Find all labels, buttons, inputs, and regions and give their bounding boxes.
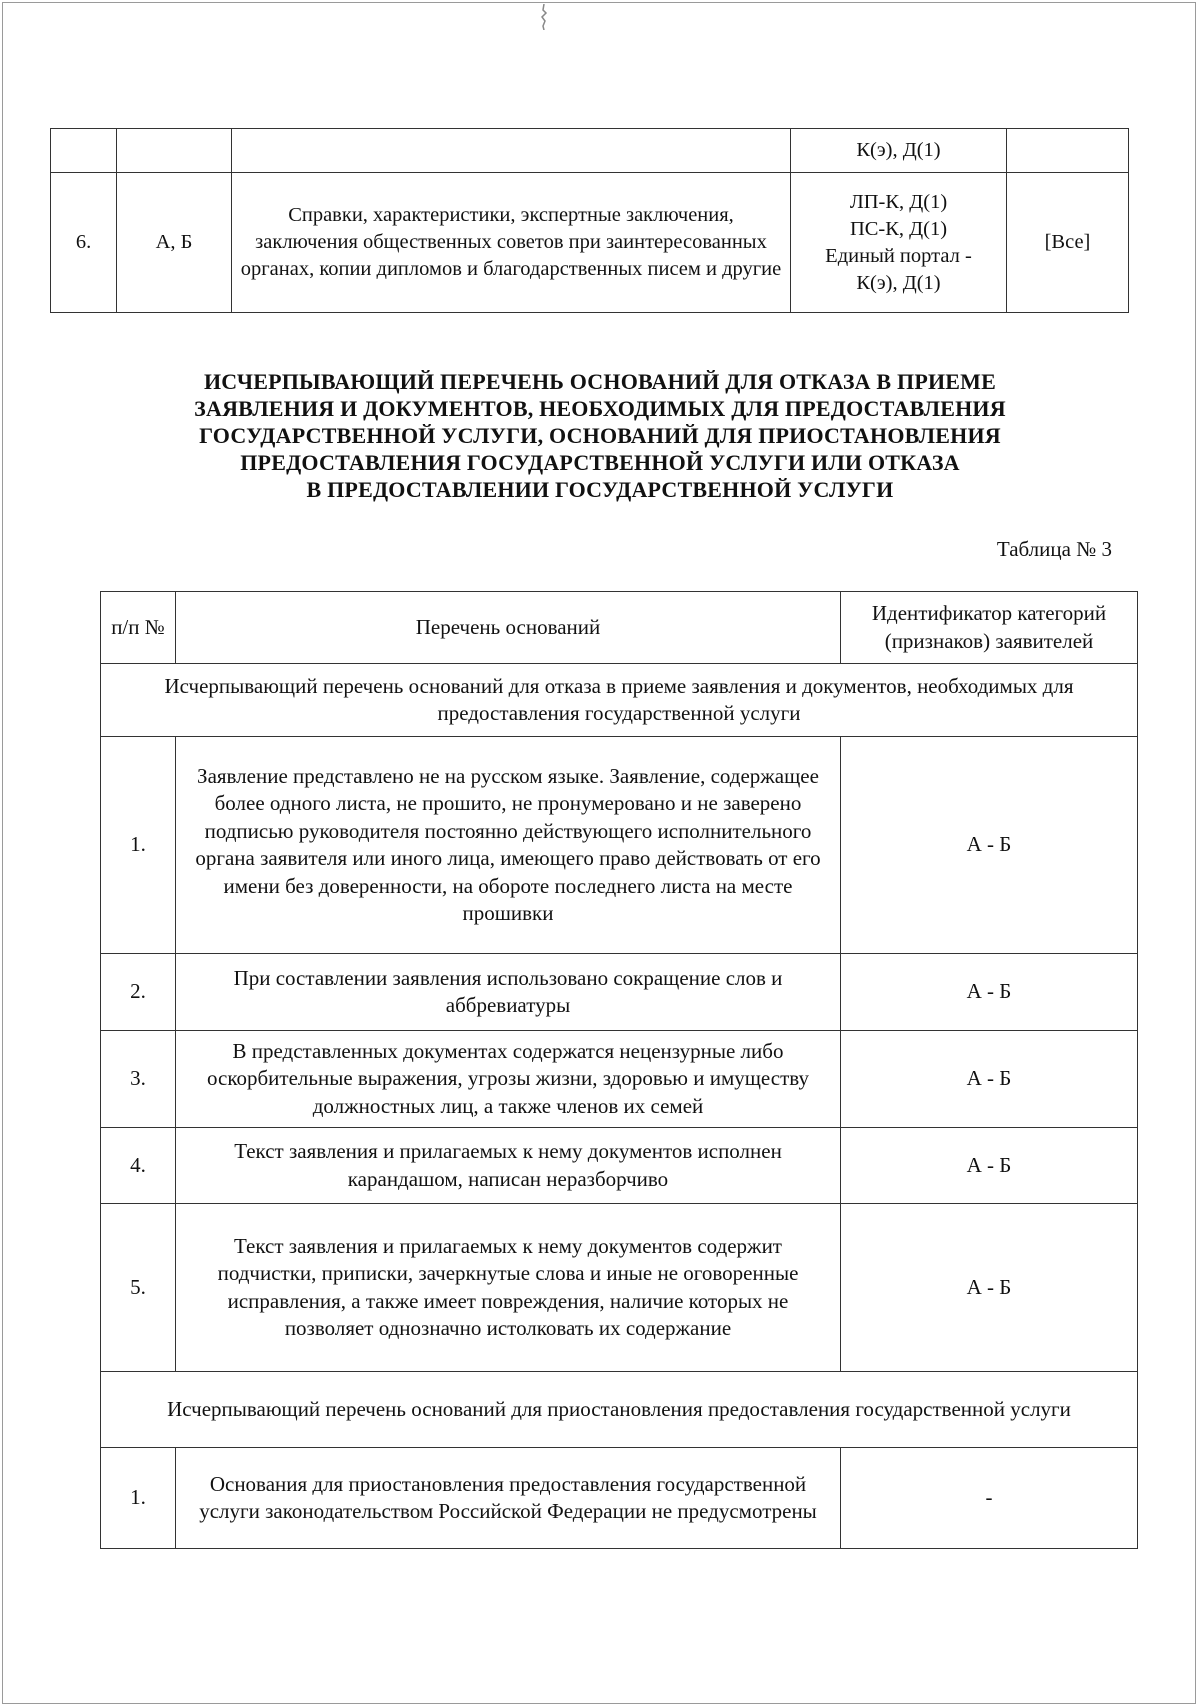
table-label: Таблица № 3 xyxy=(996,537,1112,561)
cell-num: 1. xyxy=(101,1448,176,1549)
cell-num: 3. xyxy=(101,1031,176,1128)
cell-method: К(э), Д(1) xyxy=(791,129,1007,173)
heading-line: В ПРЕДОСТАВЛЕНИИ ГОСУДАРСТВЕННОЙ УСЛУГИ xyxy=(306,477,894,502)
cell-category xyxy=(117,129,232,173)
cell-text: Заявление представлено не на русском языке. Заявление, содержащее более одного листа, не прошито, не пронумеровано и не заверено подписью руководителя постоянно действующего исполнительного органа заявителя или иного лица, имеющего право действовать от его имени без доверенности, на обороте последнего листа на месте прошивки xyxy=(176,737,841,954)
cell-text: Текст заявления и прилагаемых к нему документов исполнен карандашом, написан неразборчиво xyxy=(176,1128,841,1204)
cell-identifier: А - Б xyxy=(841,1031,1138,1128)
cell-text: В представленных документах содержатся нецензурные либо оскорбительные выражения, угрозы жизни, здоровью и имуществу должностных лиц, а также членов их семей xyxy=(176,1031,841,1128)
cell-identifier: - xyxy=(841,1448,1138,1549)
cell-num: 1. xyxy=(101,737,176,954)
method-line: К(э), Д(1) xyxy=(856,271,941,294)
heading-line: ПРЕДОСТАВЛЕНИЯ ГОСУДАРСТВЕННОЙ УСЛУГИ ИЛИ ОТКАЗА xyxy=(240,450,960,475)
cell-identifier: А - Б xyxy=(841,737,1138,954)
table-row xyxy=(101,1204,1138,1372)
section-heading xyxy=(100,368,1100,503)
cell-num: 2. xyxy=(101,954,176,1031)
cell-num xyxy=(51,129,117,173)
cell-num: 5. xyxy=(101,1204,176,1372)
cell-text: При составлении заявления использовано сокращение слов и аббревиатуры xyxy=(176,954,841,1031)
cell-method xyxy=(791,173,1007,313)
cell-note: [Все] xyxy=(1007,173,1129,313)
table-row xyxy=(101,737,1138,954)
table-header-row xyxy=(101,592,1138,664)
method-line: Единый портал - xyxy=(825,244,972,267)
table-row xyxy=(101,954,1138,1031)
section-row xyxy=(101,1372,1138,1448)
header-num: п/п № xyxy=(101,592,176,664)
section-title: Исчерпывающий перечень оснований для отказа в приеме заявления и документов, необходимых для предоставления государственной услуги xyxy=(101,664,1138,737)
continued-table xyxy=(50,128,1129,313)
table-row xyxy=(51,173,1129,313)
method-line: ПС-К, Д(1) xyxy=(849,217,948,240)
section-title: Исчерпывающий перечень оснований для приостановления предоставления государственной услуги xyxy=(101,1372,1138,1448)
cell-text xyxy=(232,129,791,173)
section-row xyxy=(101,664,1138,737)
table-row xyxy=(101,1031,1138,1128)
cell-note xyxy=(1007,129,1129,173)
cell-text: Справки, характеристики, экспертные заключения, заключения общественных советов при заинтересованных органах, копии дипломов и благодарственных писем и другие xyxy=(232,173,791,313)
header-identifier: Идентификатор категорий (признаков) заявителей xyxy=(841,592,1138,664)
cell-text: Основания для приостановления предоставления государственной услуги законодательством Российской Федерации не предусмотрены xyxy=(176,1448,841,1549)
table-row xyxy=(51,129,1129,173)
cell-identifier: А - Б xyxy=(841,1128,1138,1204)
cell-num: 4. xyxy=(101,1128,176,1204)
scan-artifact-icon xyxy=(538,4,550,30)
heading-line: ЗАЯВЛЕНИЯ И ДОКУМЕНТОВ, НЕОБХОДИМЫХ ДЛЯ ПРЕДОСТАВЛЕНИЯ xyxy=(194,396,1006,421)
grounds-table xyxy=(100,591,1138,1549)
table-row xyxy=(101,1448,1138,1549)
method-line: ЛП-К, Д(1) xyxy=(849,190,948,213)
header-grounds: Перечень оснований xyxy=(176,592,841,664)
table-row xyxy=(101,1128,1138,1204)
cell-text: Текст заявления и прилагаемых к нему документов содержит подчистки, приписки, зачеркнутые слова и иные не оговоренные исправления, а также имеет повреждения, наличие которых не позволяет однозначно истолковать их содержание xyxy=(176,1204,841,1372)
heading-line: ИСЧЕРПЫВАЮЩИЙ ПЕРЕЧЕНЬ ОСНОВАНИЙ ДЛЯ ОТКАЗА В ПРИЕМЕ xyxy=(204,369,996,394)
cell-identifier: А - Б xyxy=(841,1204,1138,1372)
cell-category: А, Б xyxy=(117,173,232,313)
cell-identifier: А - Б xyxy=(841,954,1138,1031)
heading-line: ГОСУДАРСТВЕННОЙ УСЛУГИ, ОСНОВАНИЙ ДЛЯ ПРИОСТАНОВЛЕНИЯ xyxy=(199,423,1001,448)
cell-num: 6. xyxy=(51,173,117,313)
